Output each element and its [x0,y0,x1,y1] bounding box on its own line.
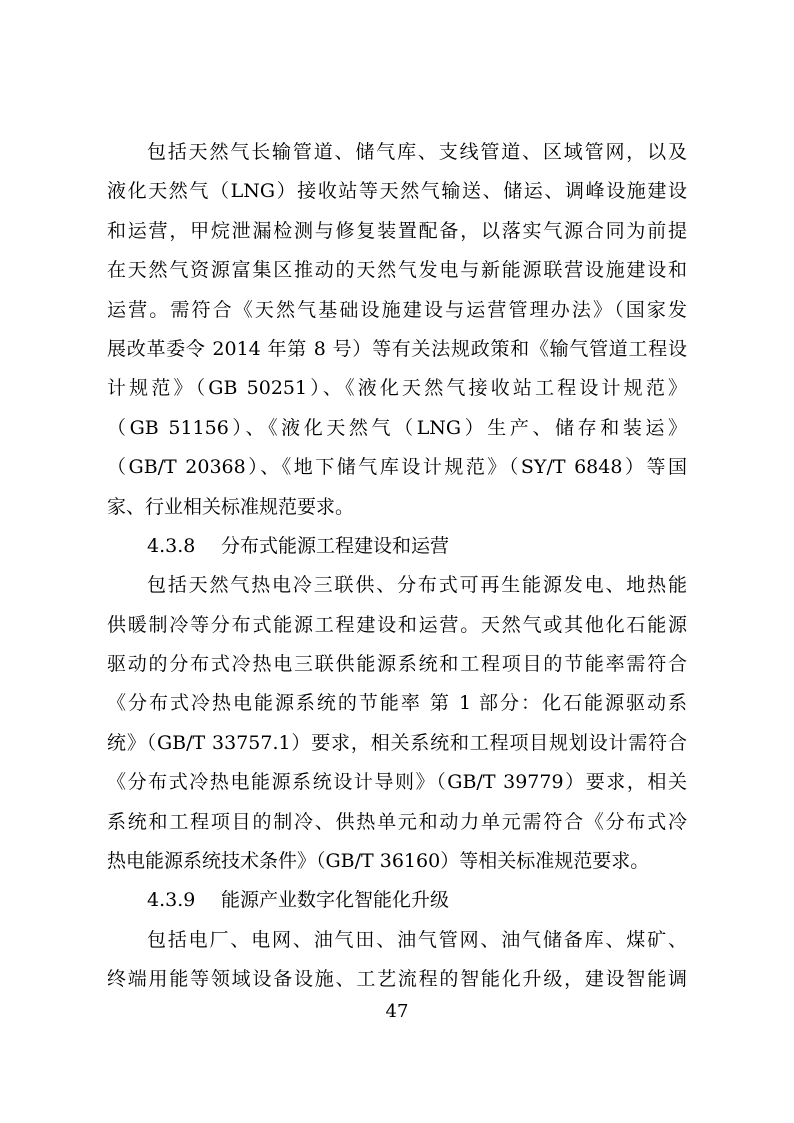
paragraph-line: 运营。需符合《天然气基础设施建设与运营管理办法》（国家发 [107,298,687,321]
page-number: 47 [385,1001,409,1022]
paragraph-line: 统》（GB/T 33757.1）要求，相关系统和工程项目规划设计需符合 [107,731,687,754]
paragraph-line: 包括天然气热电冷三联供、分布式可再生能源发电、地热能 [147,574,687,597]
section-heading [107,527,687,566]
paragraph-line: （GB 51156）、《液化天然气（LNG）生产、储存和装运》 [107,416,687,439]
paragraph-line: 供暖制冷等分布式能源工程建设和运营。天然气或其他化石能源 [107,613,687,636]
paragraph-line: 在天然气资源富集区推动的天然气发电与新能源联营设施建设和 [107,259,687,282]
paragraph-line: 包括电厂、电网、油气田、油气管网、油气储备库、煤矿、 [147,928,687,951]
section-title: 能源产业数字化智能化升级 [221,889,450,912]
paragraph-line: （GB/T 20368）、《地下储气库设计规范》（SY/T 6848）等国 [107,456,687,479]
paragraph-line: 包括天然气长输管道、储气库、支线管道、区域管网，以及 [147,141,687,163]
paragraph-line: 和运营，甲烷泄漏检测与修复装置配备，以落实气源合同为前提 [107,219,687,242]
body-text [107,133,687,1000]
paragraph-line: 家、行业相关标准规范要求。 [107,495,355,518]
paragraph-line: 《分布式冷热电能源系统的节能率 第 1 部分：化石能源驱动系 [107,692,687,715]
section-number: 4.3.8 [147,534,196,557]
paragraph-line: 《分布式冷热电能源系统设计导则》（GB/T 39779）要求，相关 [107,771,687,794]
section-title: 分布式能源工程建设和运营 [221,534,450,557]
paragraph-line: 驱动的分布式冷热电三联供能源系统和工程项目的节能率需符合 [107,653,687,676]
section-number: 4.3.9 [147,889,196,912]
paragraph-line: 热电能源系统技术条件》（GB/T 36160）等相关标准规范要求。 [107,850,650,873]
paragraph-line: 展改革委令 2014 年第 8 号）等有关法规政策和《输气管道工程设 [107,337,687,360]
paragraph-line: 液化天然气（LNG）接收站等天然气输送、储运、调峰设施建设 [107,180,687,203]
paragraph-line: 计规范》（GB 50251）、《液化天然气接收站工程设计规范》 [107,377,687,400]
paragraph-line: 系统和工程项目的制冷、供热单元和动力单元需符合《分布式冷 [107,810,687,833]
paragraph-line: 终端用能等领域设备设施、工艺流程的智能化升级，建设智能调 [107,968,687,991]
section-heading [107,881,687,920]
